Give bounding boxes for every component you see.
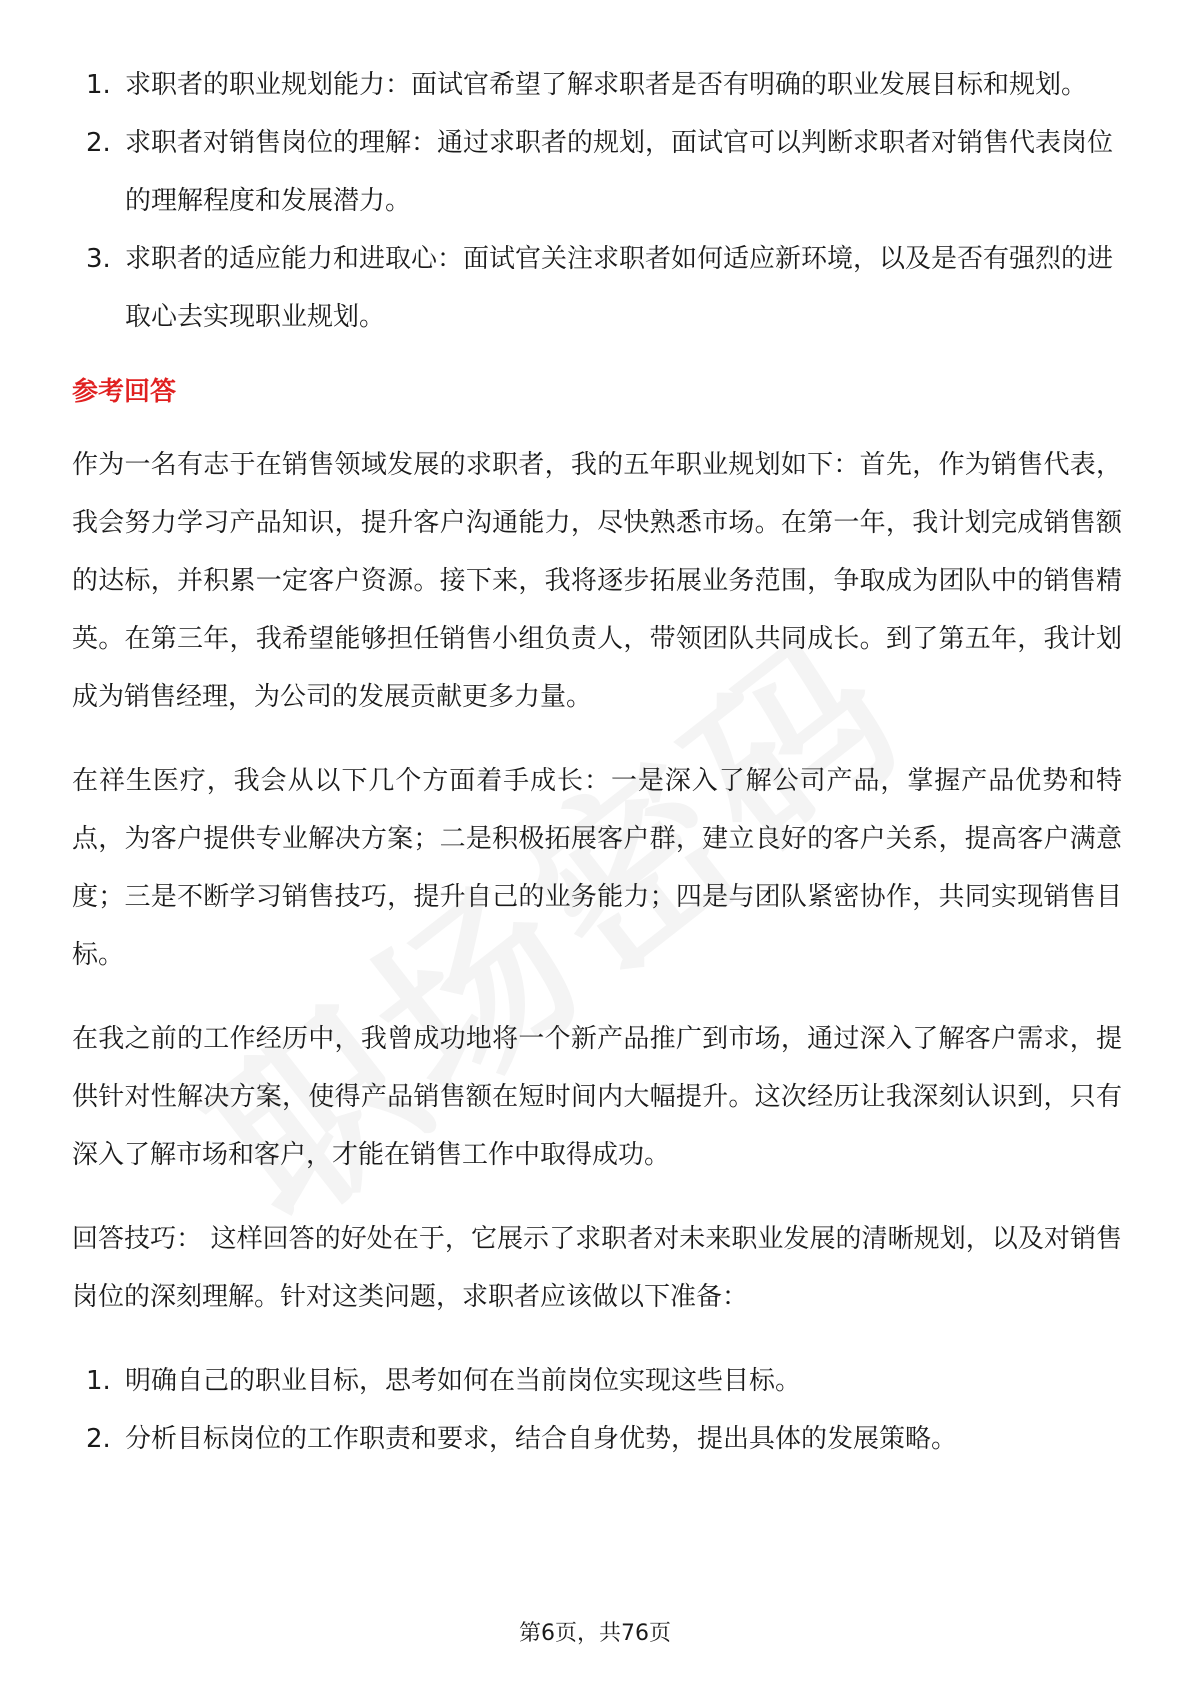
list-number: 3.: [86, 244, 111, 274]
list-item: [72, 56, 1122, 114]
list-item: [72, 1410, 1122, 1468]
list-text: 求职者的职业规划能力：面试官希望了解求职者是否有明确的职业发展目标和规划。: [125, 70, 1088, 100]
list-text: 明确自己的职业目标，思考如何在当前岗位实现这些目标。: [125, 1366, 802, 1396]
page-footer: 第6页，共76页: [519, 1621, 671, 1646]
list-number: 2.: [86, 128, 111, 158]
list-item: [72, 114, 1122, 230]
numbered-list-2: [72, 1352, 1122, 1468]
list-item: [72, 230, 1122, 346]
list-text: 求职者对销售岗位的理解：通过求职者的规划，面试官可以判断求职者对销售代表岗位的理解程度和发展潜力。: [125, 128, 1114, 216]
list-item: [72, 1352, 1122, 1410]
section-heading: 参考回答: [72, 377, 177, 407]
list-number: 1.: [86, 70, 111, 100]
paragraph: 在我之前的工作经历中，我曾成功地将一个新产品推广到市场，通过深入了解客户需求，提供针对性解决方案，使得产品销售额在短时间内大幅提升。这次经历让我深刻认识到，只有深入了解市场和客户，才能在销售工作中取得成功。: [72, 1024, 1122, 1170]
paragraph: 作为一名有志于在销售领域发展的求职者，我的五年职业规划如下：首先，作为销售代表，我会努力学习产品知识，提升客户沟通能力，尽快熟悉市场。在第一年，我计划完成销售额的达标，并积累一定客户资源。接下来，我将逐步拓展业务范围，争取成为团队中的销售精英。在第三年，我希望能够担任销售小组负责人，带领团队共同成长。到了第五年，我计划成为销售经理，为公司的发展贡献更多力量。: [72, 450, 1122, 712]
numbered-list-1: [72, 56, 1122, 346]
list-number: 1.: [86, 1366, 111, 1396]
paragraph: 回答技巧： 这样回答的好处在于，它展示了求职者对未来职业发展的清晰规划，以及对销售岗位的深刻理解。针对这类问题，求职者应该做以下准备：: [72, 1224, 1122, 1312]
list-number: 2.: [86, 1424, 111, 1454]
list-text: 求职者的适应能力和进取心：面试官关注求职者如何适应新环境，以及是否有强烈的进取心去实现职业规划。: [125, 244, 1114, 332]
page-content: [72, 56, 1122, 1468]
paragraph: 在祥生医疗，我会从以下几个方面着手成长：一是深入了解公司产品，掌握产品优势和特点，为客户提供专业解决方案；二是积极拓展客户群，建立良好的客户关系，提高客户满意度；三是不断学习销售技巧，提升自己的业务能力；四是与团队紧密协作，共同实现销售目标。: [72, 766, 1122, 970]
list-text: 分析目标岗位的工作职责和要求，结合自身优势，提出具体的发展策略。: [125, 1424, 958, 1454]
